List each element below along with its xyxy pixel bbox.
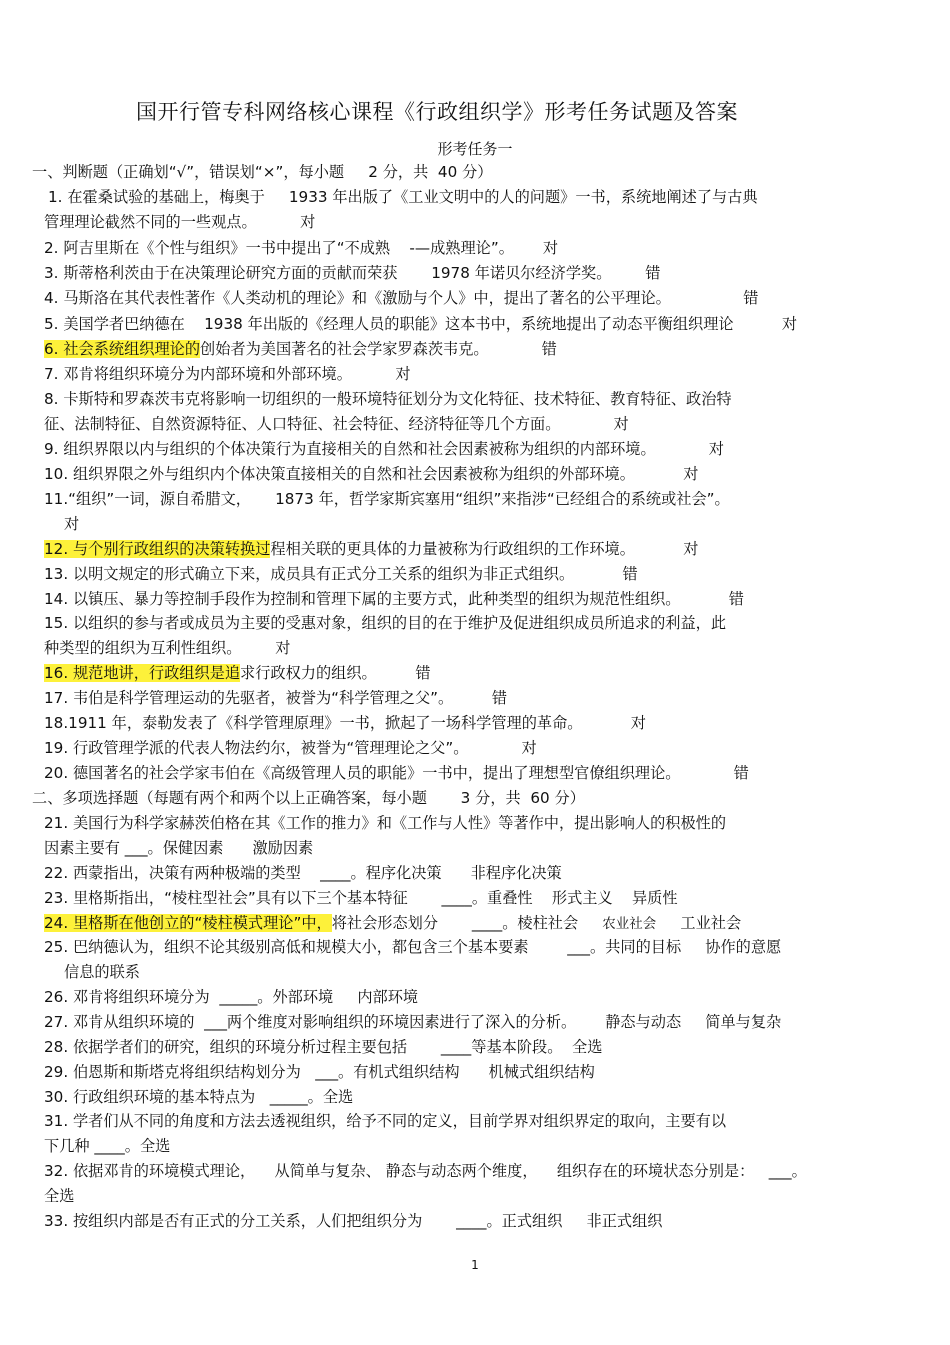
question-33: 33. 按组织内部是否有正式的分工关系，人们把组织分为 ____。正式组织 非正式组织 bbox=[44, 1212, 663, 1230]
question-25-line-1: 25. 巴纳德认为，组织不论其级别高低和规模大小，都包含三个基本要素 ___。共同的目标 协作的意愿 bbox=[44, 938, 782, 956]
question-23: 23. 里格斯指出，“棱柱型社会”具有以下三个基本特征 ____。重叠性 形式主义 异质性 bbox=[44, 889, 678, 907]
question-20: 20. 德国著名的社会学家韦伯在《高级管理人员的职能》一书中，提出了理想型官僚组织理论。 错 bbox=[44, 764, 749, 782]
page-number: 1 bbox=[471, 1258, 479, 1272]
question-1-line-1: 1. 在霍桑试验的基础上，梅奥于 1933 年出版了《工业文明中的人的问题》一书，系统地阐述了与古典 bbox=[48, 188, 758, 206]
question-32-line-1: 32. 依据邓肯的环境模式理论， 从简单与复杂、 静态与动态两个维度， 组织存在的环境状态分别是： ___。 bbox=[44, 1162, 807, 1180]
question-12: 12. 与个别行政组织的决策转换过程相关联的更具体的力量被称为行政组织的工作环境。 对 bbox=[44, 540, 699, 558]
question-21-line-1: 21. 美国行为科学家赫茨伯格在其《工作的推力》和《工作与人性》等著作中，提出影响人的积极性的 bbox=[44, 814, 727, 832]
question-5: 5. 美国学者巴纳德在 1938 年出版的《经理人员的职能》这本书中，系统地提出了动态平衡组织理论 对 bbox=[44, 315, 798, 333]
question-4: 4. 马斯洛在其代表性著作《人类动机的理论》和《激励与个人》中，提出了著名的公平理论。 错 bbox=[44, 289, 759, 307]
question-8-line-1: 8. 卡斯特和罗森茨韦克将影响一切组织的一般环境特征划分为文化特征、技术特征、教育特征、政治特 bbox=[44, 390, 732, 408]
question-6: 6. 社会系统组织理论的创始者为美国著名的社会学家罗森茨韦克。 错 bbox=[44, 340, 557, 358]
question-31-line-2: 下几种 ____。全选 bbox=[44, 1137, 171, 1155]
highlighted-text: 24. 里格斯在他创立的“棱柱模式理论”中， bbox=[44, 914, 332, 932]
question-8-line-2: 征、法制特征、自然资源特征、人口特征、社会特征、经济特征等几个方面。 对 bbox=[44, 415, 629, 433]
question-22: 22. 西蒙指出，决策有两种极端的类型 ____。程序化决策 非程序化决策 bbox=[44, 864, 562, 882]
question-32-line-2: 全选 bbox=[44, 1187, 75, 1205]
question-2: 2. 阿吉里斯在《个性与组织》一书中提出了“不成熟 -—成熟理论”。 对 bbox=[44, 239, 559, 257]
question-25-line-2: 信息的联系 bbox=[64, 963, 140, 981]
question-24: 24. 里格斯在他创立的“棱柱模式理论”中，将社会形态划分 ____。棱柱社会 农业社会 工业社会 bbox=[44, 914, 742, 932]
question-7: 7. 邓肯将组织环境分为内部环境和外部环境。 对 bbox=[44, 365, 411, 383]
question-21-line-2: 因素主要有 ___。保健因素 激励因素 bbox=[44, 839, 314, 857]
question-18: 18.1911 年，泰勒发表了《科学管理原理》一书，掀起了一场科学管理的革命。 对 bbox=[44, 714, 646, 732]
highlighted-text: 6. 社会系统组织理论的 bbox=[44, 340, 201, 358]
section-subtitle: 形考任务一 bbox=[437, 140, 513, 158]
question-17: 17. 韦伯是科学管理运动的先驱者，被誉为“科学管理之父”。 错 bbox=[44, 689, 508, 707]
question-9: 9. 组织界限以内与组织的个体决策行为直接相关的自然和社会因素被称为组织的内部环境。 对 bbox=[44, 440, 724, 458]
section-heading-true-false: 一、判断题（正确划“√”，错误划“×”，每小题 2 分，共 40 分） bbox=[32, 163, 493, 181]
question-10: 10. 组织界限之外与组织内个体决策直接相关的自然和社会因素被称为组织的外部环境。 对 bbox=[44, 465, 699, 483]
question-16: 16. 规范地讲，行政组织是追求行政权力的组织。 错 bbox=[44, 664, 431, 682]
question-3: 3. 斯蒂格利茨由于在决策理论研究方面的贡献而荣获 1978 年诺贝尔经济学奖。 错 bbox=[44, 264, 661, 282]
highlighted-text: 16. 规范地讲，行政组织是追 bbox=[44, 664, 241, 682]
question-11-line-2: 对 bbox=[64, 515, 80, 533]
section-heading-multiple-choice: 二、多项选择题（每题有两个和两个以上正确答案，每小题 3 分，共 60 分） bbox=[32, 789, 585, 807]
question-29: 29. 伯恩斯和斯塔克将组织结构划分为 ___。有机式组织结构 机械式组织结构 bbox=[44, 1063, 595, 1081]
question-31-line-1: 31. 学者们从不同的角度和方法去透视组织，给予不同的定义，目前学界对组织界定的取向，主要有以 bbox=[44, 1112, 727, 1130]
question-15-line-2: 种类型的组织为互利性组织。 对 bbox=[44, 639, 291, 657]
question-11-line-1: 11.“组织”一词，源自希腊文， 1873 年，哲学家斯宾塞用“组织”来指涉“已经组合的系统或社会”。 bbox=[44, 490, 730, 508]
question-28: 28. 依据学者们的研究，组织的环境分析过程主要包括 ____等基本阶段。 全选 bbox=[44, 1038, 603, 1056]
question-26: 26. 邓肯将组织环境分为 _____。外部环境 内部环境 bbox=[44, 988, 419, 1006]
question-30: 30. 行政组织环境的基本特点为 _____。全选 bbox=[44, 1088, 354, 1106]
question-1-line-2: 管理理论截然不同的一些观点。 对 bbox=[44, 213, 316, 231]
question-15-line-1: 15. 以组织的参与者或成员为主要的受惠对象，组织的目的在于维护及促进组织成员所追求的利益，此 bbox=[44, 614, 727, 632]
question-27: 27. 邓肯从组织环境的 ___两个维度对影响组织的环境因素进行了深入的分析。 静态与动态 简单与复杂 bbox=[44, 1013, 782, 1031]
highlighted-text: 12. 与个别行政组织的决策转换过 bbox=[44, 540, 271, 558]
question-13: 13. 以明文规定的形式确立下来，成员具有正式分工关系的组织为非正式组织。 错 bbox=[44, 565, 638, 583]
question-19: 19. 行政管理学派的代表人物法约尔，被誉为“管理理论之父”。 对 bbox=[44, 739, 537, 757]
question-14: 14. 以镇压、暴力等控制手段作为控制和管理下属的主要方式，此种类型的组织为规范性组织。 错 bbox=[44, 590, 744, 608]
document-title: 国开行管专科网络核心课程《行政组织学》形考任务试题及答案 bbox=[136, 100, 738, 124]
